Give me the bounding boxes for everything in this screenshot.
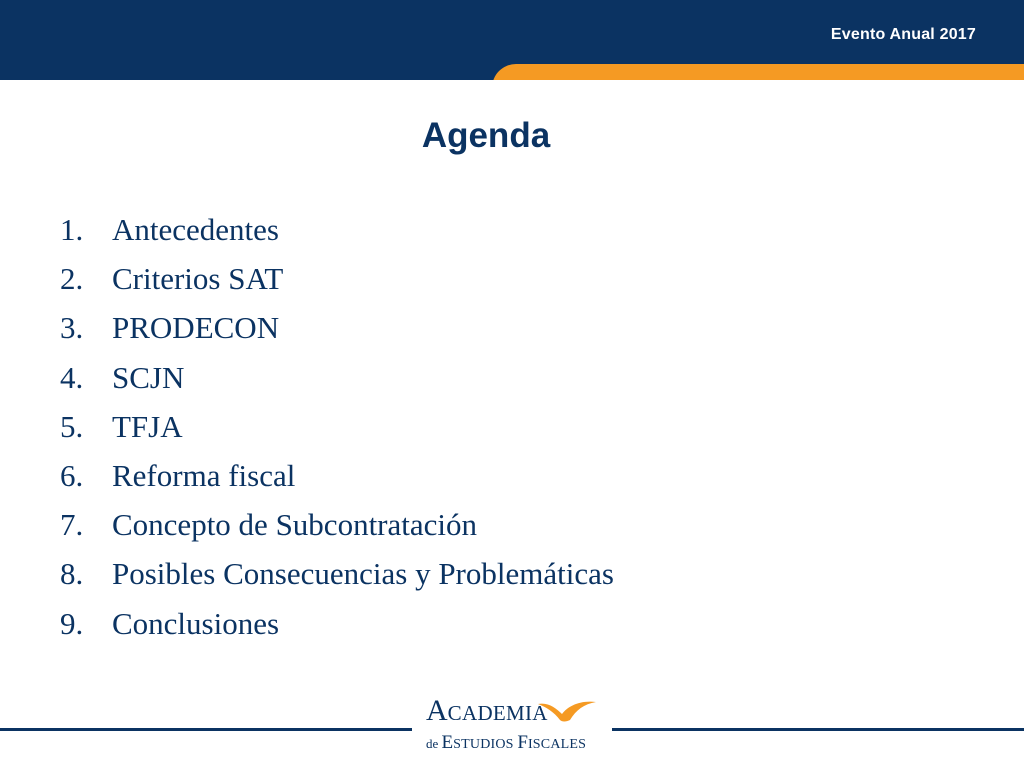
list-item-label: Antecedentes: [112, 212, 279, 247]
bird-icon: [536, 698, 598, 724]
list-item-number: 9.: [60, 605, 84, 641]
page-title: Agenda: [421, 116, 551, 155]
list-item: [60, 503, 614, 552]
list-item-number: 7.: [60, 507, 84, 543]
list-item: [60, 405, 614, 454]
logo-text: STUDIOS: [453, 737, 518, 752]
footer-divider-right: [612, 728, 1024, 731]
list-item: [60, 208, 614, 257]
list-item-label: Reforma fiscal: [112, 457, 296, 493]
logo-text: E: [441, 732, 454, 753]
footer-divider-left: [0, 728, 412, 731]
list-item-number: 3.: [60, 310, 84, 346]
list-item-number: 4.: [60, 359, 84, 395]
list-item-number: 8.: [60, 556, 84, 592]
list-item: [60, 257, 614, 306]
list-item: [60, 552, 614, 601]
header-spacer: [0, 80, 1024, 100]
list-item: [60, 356, 614, 405]
list-item-label: Criterios SAT: [112, 261, 284, 297]
list-item-number: 1.: [60, 212, 84, 247]
agenda-list: [60, 208, 614, 651]
logo-text: ISCALES: [527, 737, 587, 752]
list-item-label: TFJA: [112, 408, 183, 444]
list-item-label: Conclusiones: [112, 605, 280, 641]
logo-text: F: [517, 732, 528, 753]
logo-text: CADEMIA: [447, 701, 548, 725]
list-item-number: 2.: [60, 261, 84, 297]
list-item-number: 6.: [60, 457, 84, 493]
list-item: [60, 454, 614, 503]
list-item: [60, 306, 614, 355]
logo-line-1: [426, 694, 548, 728]
academia-logo: [418, 694, 608, 760]
list-item-label: SCJN: [112, 359, 185, 395]
list-item-label: Posibles Consecuencias y Problemáticas: [112, 556, 614, 592]
list-item-number: 5.: [60, 408, 84, 444]
logo-text: A: [426, 694, 448, 727]
list-item: [60, 602, 614, 651]
list-item-label: PRODECON: [112, 310, 280, 346]
list-item-label: Concepto de Subcontratación: [112, 507, 478, 543]
event-label: Evento Anual 2017: [830, 26, 976, 43]
logo-line-2: [426, 732, 586, 754]
logo-text: de: [426, 736, 442, 751]
